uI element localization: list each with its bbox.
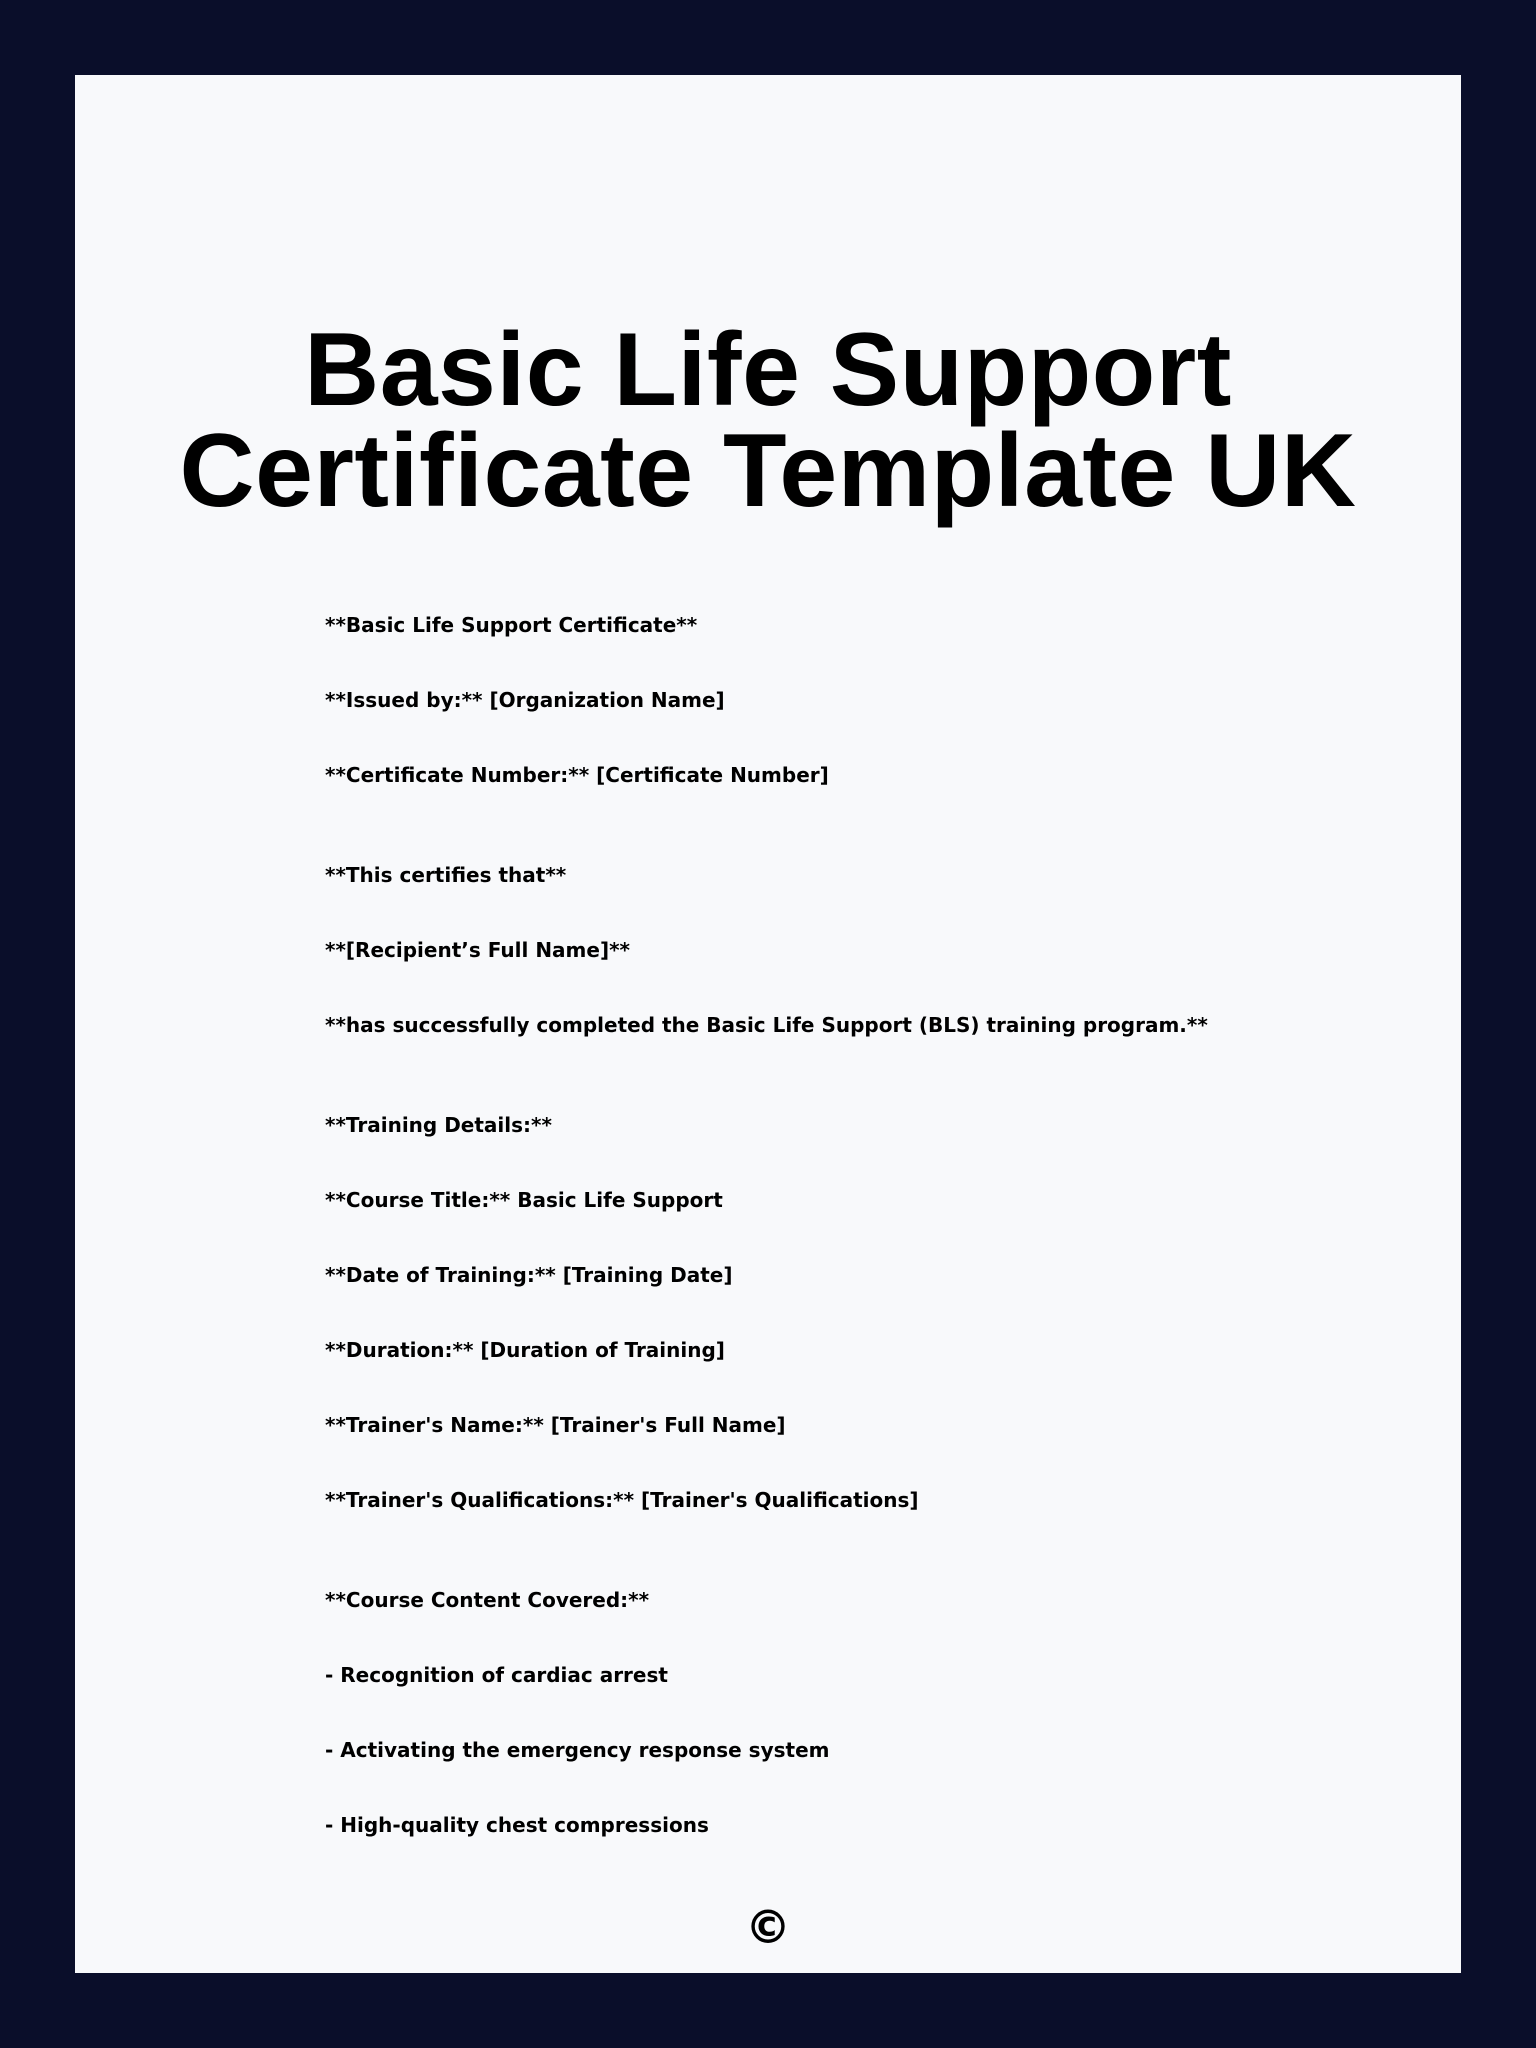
certificate-heading: **Basic Life Support Certificate** — [325, 613, 698, 637]
certificate-number-line: **Certificate Number:** [Certificate Number] — [325, 763, 829, 787]
trainer-name-line: **Trainer's Name:** [Trainer's Full Name] — [325, 1413, 786, 1437]
recipient-name-line: **[Recipient’s Full Name]** — [325, 938, 631, 962]
list-item: - Activating the emergency response system — [325, 1738, 830, 1762]
course-title-line: **Course Title:** Basic Life Support — [325, 1188, 723, 1212]
list-item: - High-quality chest compressions — [325, 1813, 709, 1837]
training-date-line: **Date of Training:** [Training Date] — [325, 1263, 733, 1287]
copyright-icon: © — [745, 1900, 791, 1954]
certifies-line: **This certifies that** — [325, 863, 567, 887]
completion-statement: **has successfully completed the Basic Life Support (BLS) training program.** — [325, 1013, 1208, 1037]
list-item: - Recognition of cardiac arrest — [325, 1663, 668, 1687]
trainer-qualifications-line: **Trainer's Qualifications:** [Trainer's Qualifications] — [325, 1488, 919, 1512]
course-content-heading: **Course Content Covered:** — [325, 1588, 650, 1612]
page-title: Basic Life Support Certificate Template UK — [179, 312, 1357, 529]
certificate-body — [325, 612, 1425, 1887]
training-details-heading: **Training Details:** — [325, 1113, 552, 1137]
duration-line: **Duration:** [Duration of Training] — [325, 1338, 725, 1362]
document-page — [75, 75, 1461, 1973]
issued-by-line: **Issued by:** [Organization Name] — [325, 688, 725, 712]
